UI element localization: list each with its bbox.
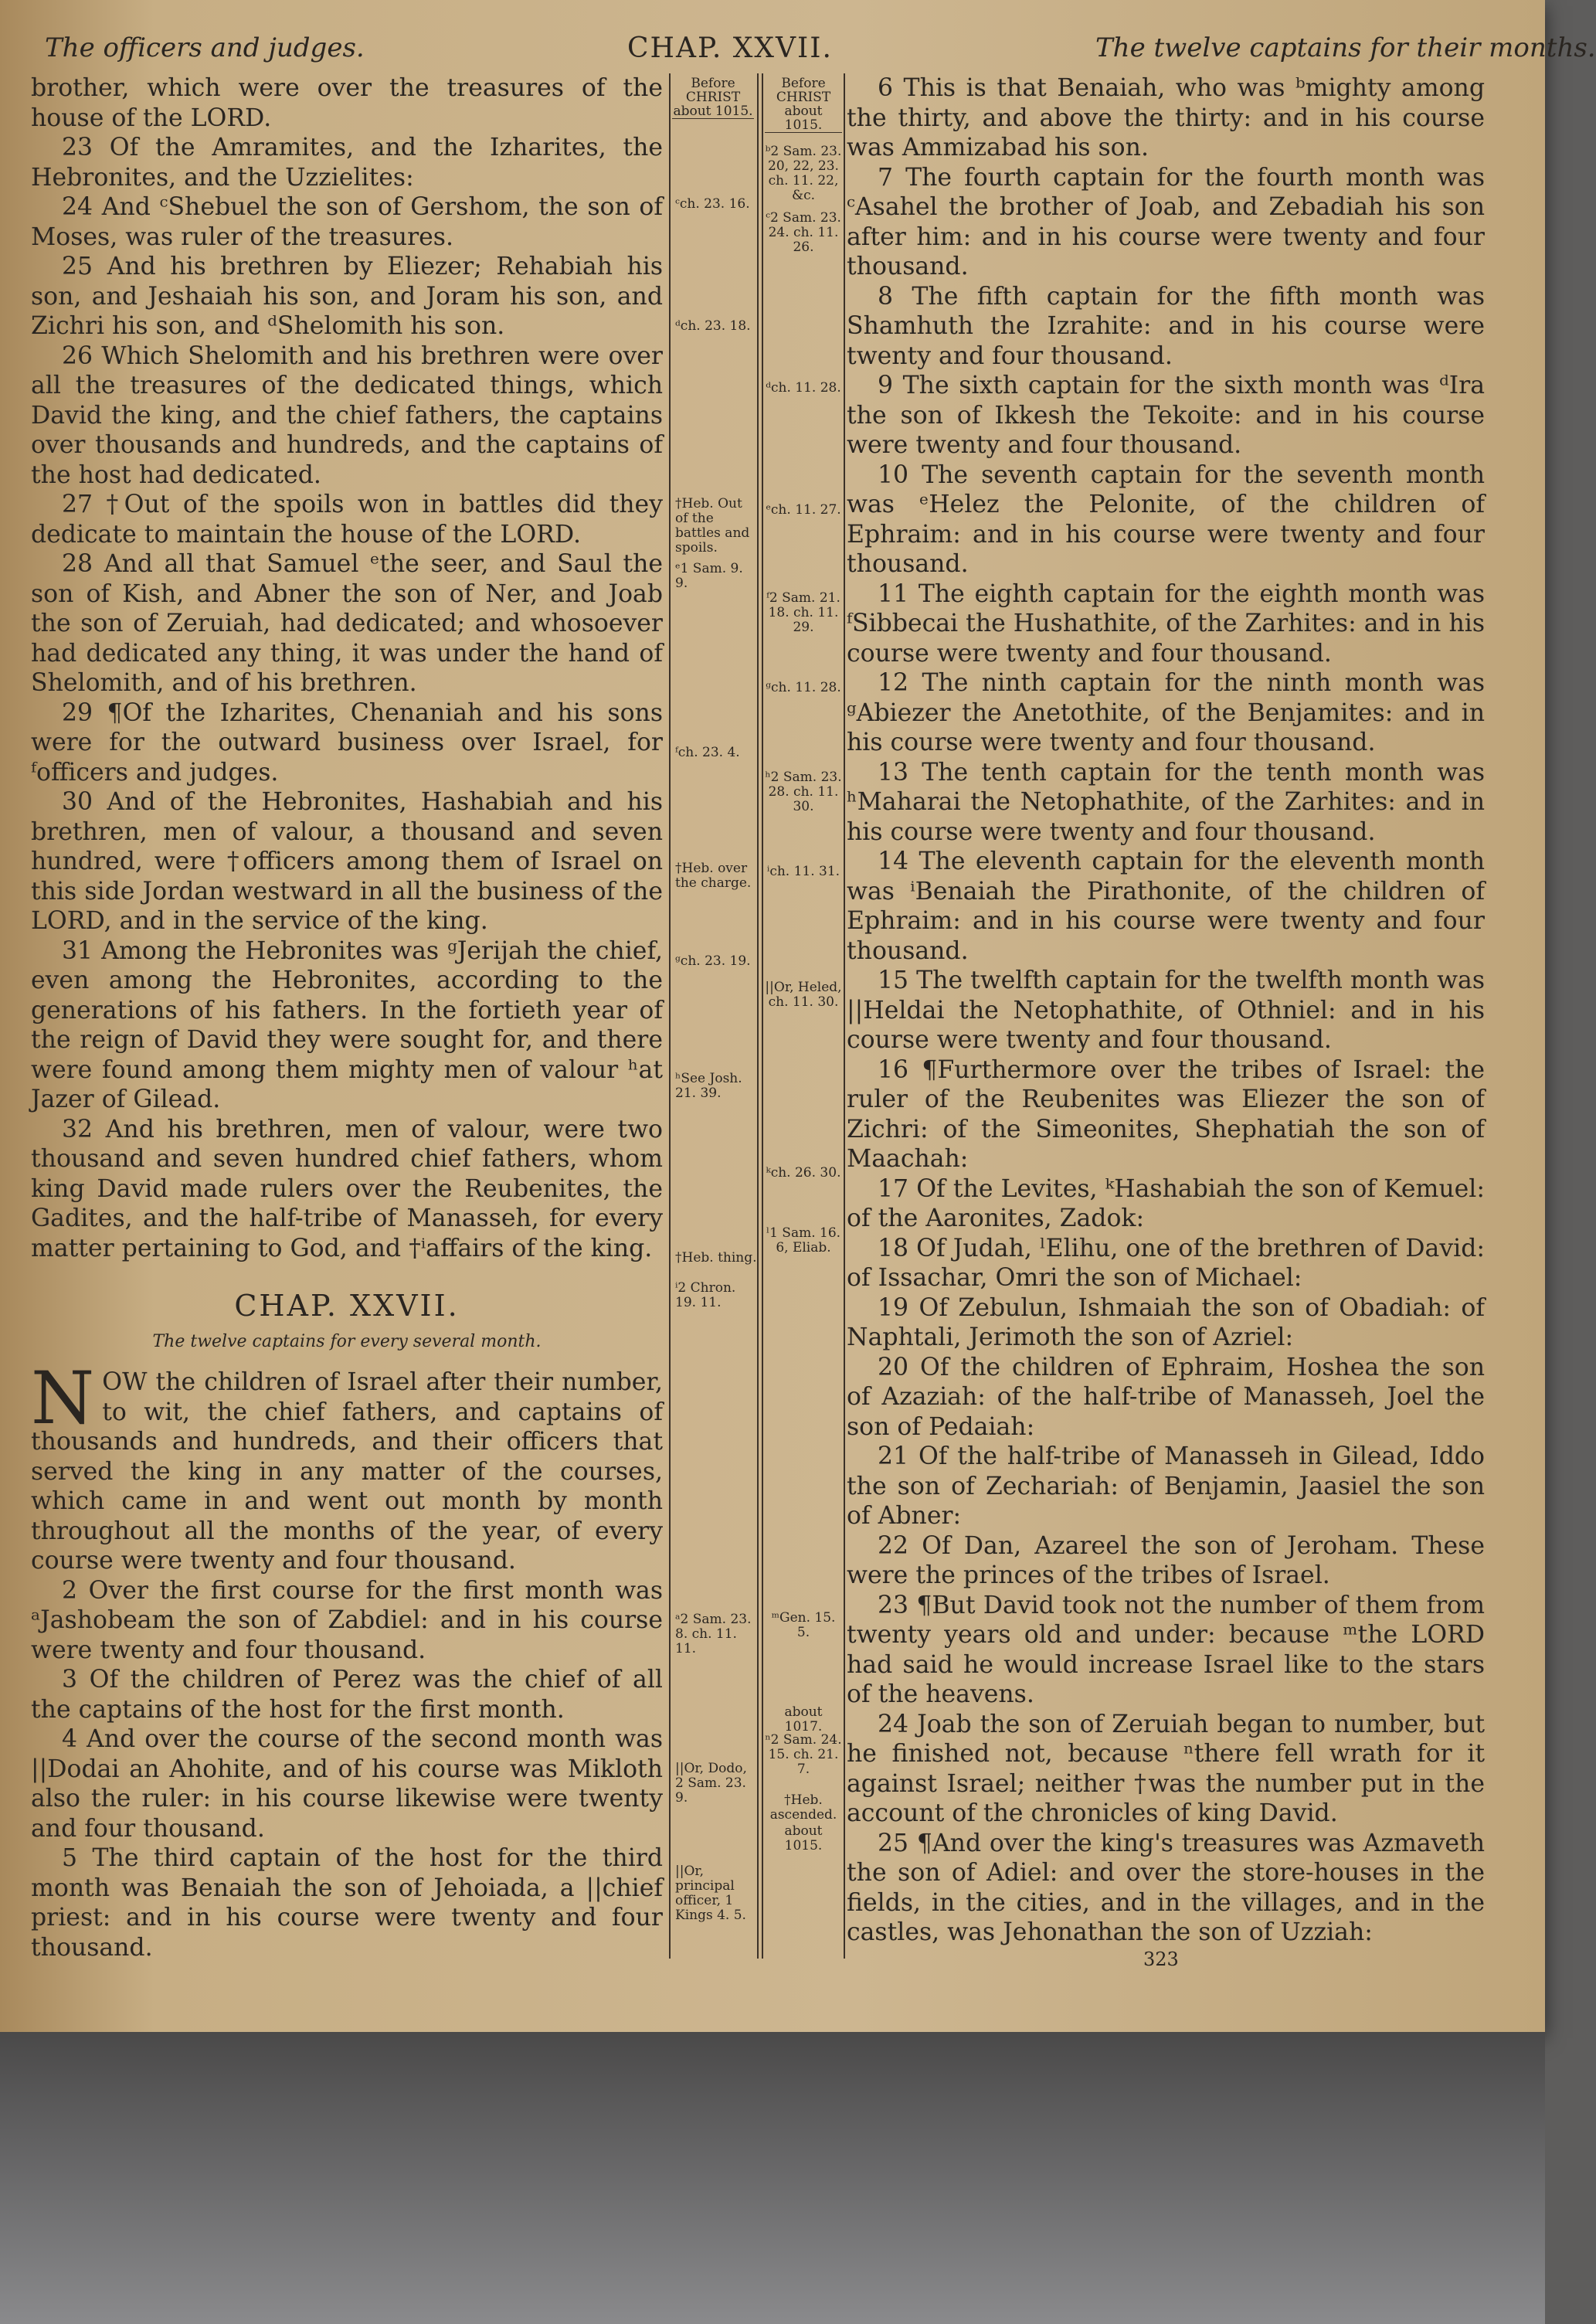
margin-note: ʰSee Josh. 21. 39. <box>675 1071 742 1101</box>
margin-note: ᵐGen. 15. 5. <box>771 1610 836 1640</box>
margin-note: about 1017. <box>784 1704 823 1735</box>
verse-paragraph: 28 And all that Samuel ᵉthe seer, and Saul the son of Kish, and Abner the son of Ner, and Joab the son of Zeruiah, had dedicated; and whosoever had dedicated any thing, it was under the hand of Shelomith, and of his brethren. <box>31 550 663 697</box>
chapter-heading: CHAP. XXVII. <box>234 1289 460 1323</box>
verse-paragraph: 25 ¶And over the king's treasures was Azmaveth the son of Adiel: and over the store-houses in the fields, in the cities, and in the villages, and in the castles, was Jehonathan the son of Uzziah: <box>847 1829 1485 1946</box>
verse-paragraph: 15 The twelfth captain for the twelfth month was ||Heldai the Netophathite, of Othniel: and in his course were twenty and four thousand. <box>847 967 1485 1054</box>
verse-paragraph: 22 Of Dan, Azareel the son of Jeroham. These were the princes of the tribes of Israel. <box>847 1531 1485 1589</box>
verse-paragraph: 25 And his brethren by Eliezer; Rehabiah his son, and Jeshaiah his son, and Joram his son, and Zichri his son, and ᵈShelomith his son. <box>31 253 663 340</box>
verse-paragraph: 6 This is that Benaiah, who was ᵇmighty among the thirty, and above the thirty: and in his course was Ammizabad his son. <box>847 74 1485 161</box>
margin-note: ᶠch. 23. 4. <box>675 745 740 760</box>
verse-paragraph: 24 And ᶜShebuel the son of Gershom, the son of Moses, was ruler of the treasures. <box>31 193 663 251</box>
column-rule <box>669 73 671 1959</box>
margin-note: ||Or, principal officer, 1 Kings 4. 5. <box>675 1864 746 1923</box>
margin-note: ᵉ1 Sam. 9. 9. <box>675 561 743 591</box>
margin-note: ||Or, Dodo, 2 Sam. 23. 9. <box>675 1761 747 1806</box>
verse-paragraph: 12 The ninth captain for the ninth month was ᵍAbiezer the Anetothite, of the Benjamites: and in his course were twenty and four thousand. <box>847 669 1485 756</box>
margin-note: ˡ1 Sam. 16. 6, Eliab. <box>766 1225 841 1255</box>
verse-paragraph: 9 The sixth captain for the sixth month was ᵈIra the son of Ikkesh the Tekoite: and in his course were twenty and four thousand. <box>847 372 1485 459</box>
margin-note: ᶠ2 Sam. 21. 18. ch. 11. 29. <box>766 590 840 635</box>
verse-paragraph: 31 Among the Hebronites was ᵍJerijah the chief, even among the Hebronites, according to the generations of his fathers. In the fortieth year of the reign of David they were sought for, and there were found among them mighty men of valour ʰat Jazer of Gilead. <box>31 936 663 1113</box>
verse-paragraph: 23 Of the Amramites, and the Izharites, the Hebronites, and the Uzzielites: <box>31 134 663 192</box>
column-rule <box>757 73 759 1959</box>
margin-note: †Heb. ascended. <box>769 1792 837 1823</box>
background-surface <box>0 2032 1545 2324</box>
era-label: Before CHRIST about 1015. <box>765 76 842 133</box>
verse-paragraph: 17 Of the Levites, ᵏHashabiah the son of Kemuel: of the Aaronites, Zadok: <box>847 1174 1485 1232</box>
verse-paragraph: brother, which were over the treasures of the house of the LORD. <box>31 74 663 132</box>
margin-note: ⁿ2 Sam. 24. 15. ch. 21. 7. <box>765 1732 842 1777</box>
right-text-column <box>847 73 1485 1948</box>
verse-paragraph: 20 Of the children of Ephraim, Hoshea the son of Azaziah: of the half-tribe of Manasseh, Joel the son of Pedaiah: <box>847 1353 1485 1441</box>
margin-note: ᵈch. 11. 28. <box>766 380 841 396</box>
margin-note: about 1015. <box>784 1823 823 1853</box>
verse-paragraph: 21 Of the half-tribe of Manasseh in Gilead, Iddo the son of Zechariah: of Benjamin, Jaasiel the son of Abner: <box>847 1442 1485 1530</box>
margin-note: ᵇ2 Sam. 23. 20, 22, 23. ch. 11. 22, &c. <box>765 144 842 203</box>
verse-paragraph: 16 ¶Furthermore over the tribes of Israel: the ruler of the Reubenites was Eliezer the son of Zichri: of the Simeonites, Shephatiah the son of Maachah: <box>847 1055 1485 1173</box>
margin-references-right <box>765 73 842 1959</box>
margin-note: †Heb. thing. <box>675 1250 757 1266</box>
margin-note: ⁱch. 11. 31. <box>766 864 840 879</box>
column-rule <box>844 73 845 1959</box>
running-head-left: The officers and judges. <box>45 32 365 63</box>
verse-paragraph: 8 The fifth captain for the fifth month was Shamhuth the Izrahite: and in his course were twenty and four thousand. <box>847 282 1485 370</box>
margin-note: ᵃ2 Sam. 23. 8. ch. 11. 11. <box>675 1612 752 1656</box>
verse-paragraph: 10 The seventh captain for the seventh month was ᵉHelez the Pelonite, of the children of Ephraim: and in his course were twenty and four thousand. <box>847 460 1485 578</box>
margin-note: ᵍch. 11. 28. <box>766 680 841 695</box>
margin-note: ᵉch. 11. 27. <box>766 502 841 518</box>
verse-paragraph: 29 ¶Of the Izharites, Chenaniah and his sons were for the outward business over Israel, for ᶠofficers and judges. <box>31 698 663 787</box>
verse-paragraph: 14 The eleventh captain for the eleventh month was ⁱBenaiah the Pirathonite, of the children of Ephraim: and in his course were twenty and four thousand. <box>847 848 1485 965</box>
verse-paragraph: 2 Over the first course for the first month was ᵃJashobeam the son of Zabdiel: and in his course were twenty and four thousand. <box>31 1576 663 1664</box>
verse-paragraph: 13 The tenth captain for the tenth month was ʰMaharai the Netophathite, of the Zarhites: and in his course were twenty and four thousand. <box>847 758 1485 846</box>
verse-paragraph: 11 The eighth captain for the eighth month was ᶠSibbecai the Hushathite, of the Zarhites: and in his course were twenty and four thousand. <box>847 579 1485 668</box>
column-rule <box>762 73 763 1959</box>
era-label: Before CHRIST about 1015. <box>673 76 753 119</box>
verse-paragraph: 26 Which Shelomith and his brethren were over all the treasures of the dedicated things, which David the king, and the chief fathers, the captains over thousands and hundreds, and the captains of the host had dedicated. <box>31 341 663 489</box>
verse-paragraph: 23 ¶But David took not the number of them from twenty years old and under: because ᵐthe LORD had said he would increase Israel like to the stars of the heavens. <box>847 1591 1485 1708</box>
margin-note: ᵈch. 23. 18. <box>675 318 751 334</box>
verse-paragraph: 24 Joab the son of Zeruiah began to number, but he finished not, because ⁿthere fell wrath for it against Israel; neither †was the number put in the account of the chronicles of king David. <box>847 1710 1485 1827</box>
verse-paragraph: NOW the children of Israel after their number, to wit, the chief fathers, and captains of thousands and hundreds, and their officers that served the king in any matter of the courses, which came in and went out month by month throughout all the months of the year, of every course were twenty and four thousand. <box>31 1357 663 1575</box>
margin-note: †Heb. over the charge. <box>675 861 752 891</box>
margin-note: †Heb. Out of the battles and spoils. <box>675 496 750 556</box>
running-head-right: The twelve captains for their months. <box>1095 32 1596 63</box>
verse-paragraph: 30 And of the Hebronites, Hashabiah and his brethren, men of valour, a thousand and seven hundred, were †officers among them of Israel on this side Jordan westward in all the business of the LORD, and in the service of the king. <box>31 788 663 935</box>
margin-note: ᶜ2 Sam. 23. 24. ch. 11. 26. <box>766 210 841 255</box>
chapter-summary: The twelve captains for every several month. <box>152 1331 542 1351</box>
running-head-chapter: CHAP. XXVII. <box>627 32 833 64</box>
left-text-column <box>31 73 663 1962</box>
verse-paragraph: 5 The third captain of the host for the third month was Benaiah the son of Jehoiada, a ||chief priest: and in his course were twenty and four thousand. <box>31 1844 663 1962</box>
verse-paragraph: 27 †Out of the spoils won in battles did they dedicate to maintain the house of the LORD. <box>31 491 663 549</box>
margin-note: ||Or, Heled, ch. 11. 30. <box>765 980 842 1010</box>
verse-paragraph: 4 And over the course of the second month was ||Dodai an Ahohite, and of his course was Mikloth also the ruler: in his course likewise were twenty and four thousand. <box>31 1725 663 1843</box>
verse-paragraph: 32 And his brethren, men of valour, were two thousand and seven hundred chief fathers, whom king David made rulers over the Reubenites, the Gadites, and the half-tribe of Manasseh, for every matter pertaining to God, and †ⁱaffairs of the king. <box>31 1115 663 1262</box>
margin-references-left <box>672 73 757 1959</box>
margin-note: ʰ2 Sam. 23. 28. ch. 11. 30. <box>765 770 842 814</box>
verse-paragraph: 18 Of Judah, ˡElihu, one of the brethren of David: of Issachar, Omri the son of Michael: <box>847 1234 1485 1292</box>
page-number: 323 <box>1143 1949 1179 1970</box>
margin-note: ⁱ2 Chron. 19. 11. <box>675 1280 736 1310</box>
margin-note: ᵍch. 23. 19. <box>675 953 751 969</box>
verse-paragraph: 7 The fourth captain for the fourth month was ᶜAsahel the brother of Joab, and Zebadiah his son after him: and in his course were twenty and four thousand. <box>847 163 1485 280</box>
margin-note: ᶜch. 23. 16. <box>675 196 750 212</box>
verse-paragraph: 3 Of the children of Perez was the chief of all the captains of the host for the first month. <box>31 1666 663 1724</box>
margin-note: ᵏch. 26. 30. <box>766 1165 841 1181</box>
verse-paragraph: 19 Of Zebulun, Ishmaiah the son of Obadiah: of Naphtali, Jerimoth the son of Azriel: <box>847 1293 1485 1351</box>
